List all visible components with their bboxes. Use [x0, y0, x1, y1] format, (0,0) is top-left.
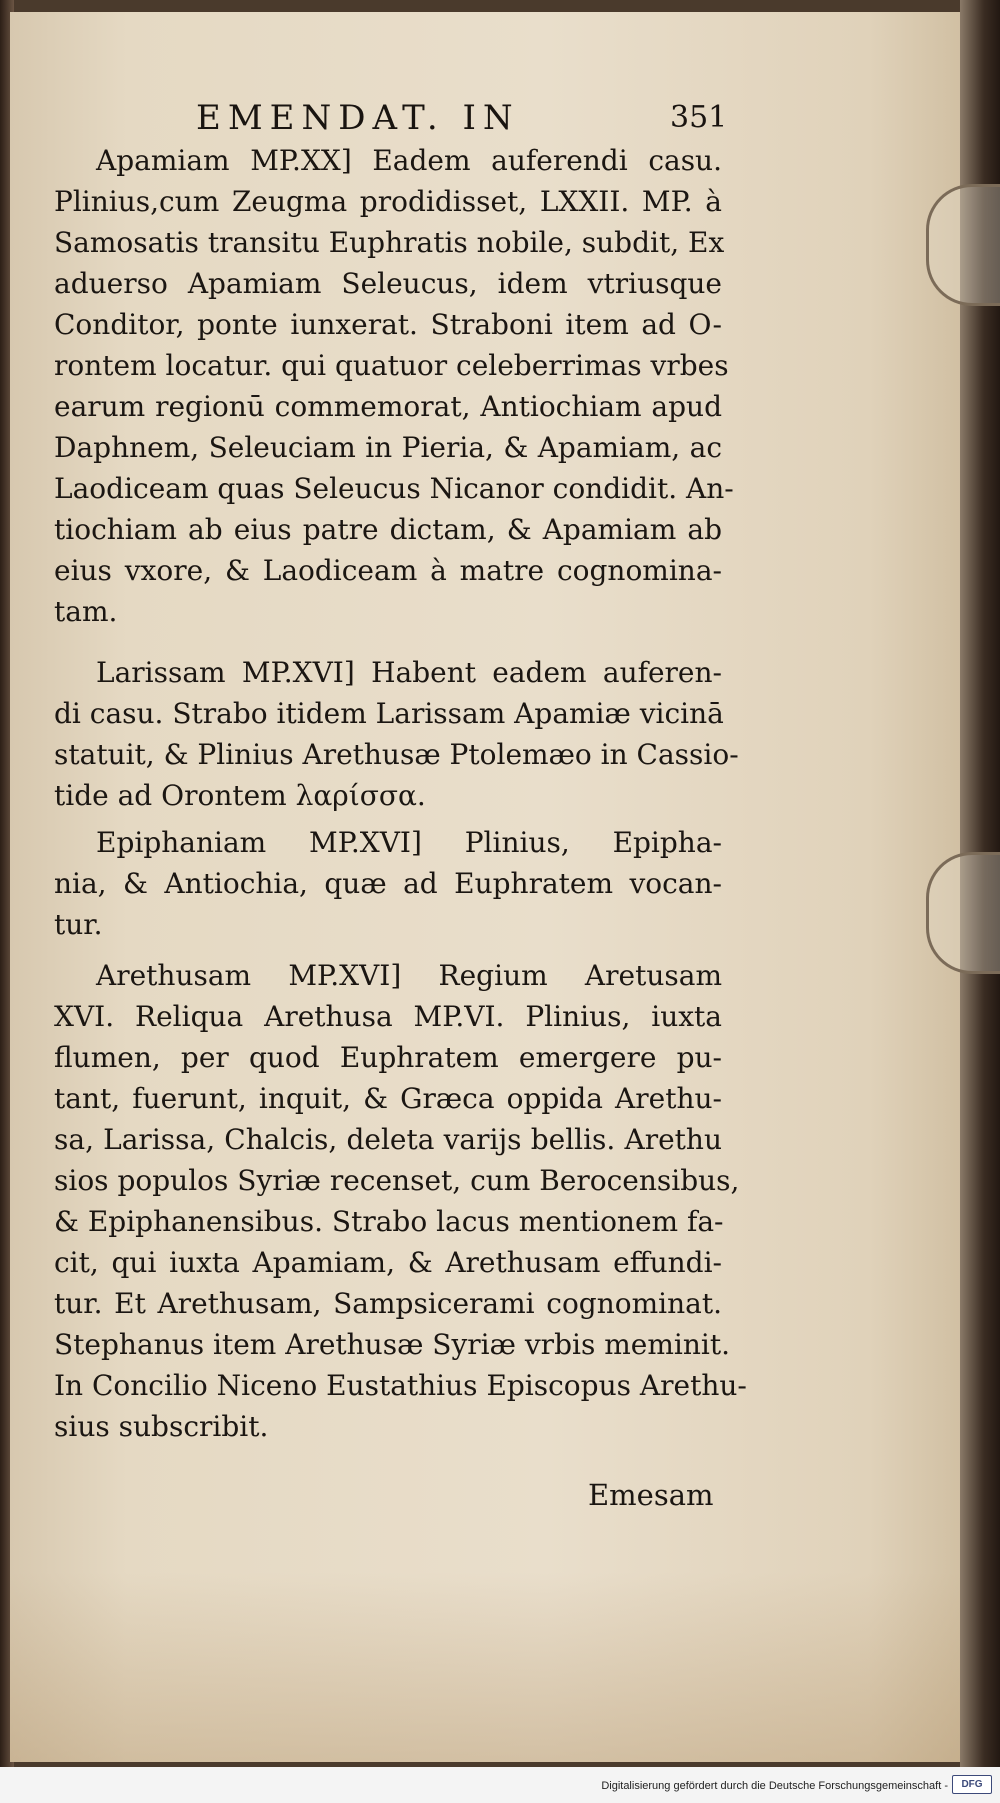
- text-line: & Epiphanensibus. Strabo lacus mentionem fa-: [54, 1205, 724, 1238]
- digitization-credit: Digitalisierung gefördert durch die Deutsche Forschungsgemeinschaft -: [601, 1780, 948, 1792]
- footer-bar: [0, 1767, 1000, 1803]
- text-line: sius subscribit.: [54, 1410, 269, 1443]
- text-line: Larissam MP.XVI] Habent eadem auferen-: [96, 656, 722, 689]
- page-clip-upper: [926, 184, 1000, 306]
- text-line: XVI. Reliqua Arethusa MP.VI. Plinius, iuxta: [54, 1000, 722, 1033]
- text-line: statuit, & Plinius Arethusæ Ptolemæo in Cassio-: [54, 738, 739, 771]
- text-line: tant, fuerunt, inquit, & Græca oppida Arethu-: [54, 1082, 722, 1115]
- text-line: cit, qui iuxta Apamiam, & Arethusam effundi-: [54, 1246, 722, 1279]
- text-line: tur.: [54, 908, 103, 941]
- text-line: Stephanus item Arethusæ Syriæ vrbis meminit.: [54, 1328, 730, 1361]
- text-line: Arethusam MP.XVI] Regium Aretusam: [96, 959, 722, 992]
- text-line: eius vxore, & Laodiceam à matre cognomina-: [54, 554, 722, 587]
- text-line: Conditor, ponte iunxerat. Straboni item ad O-: [54, 308, 722, 341]
- text-line: Plinius,cum Zeugma prodidisset, LXXII. MP. à: [54, 185, 722, 218]
- text-line: Apamiam MP.XX] Eadem auferendi casu.: [96, 144, 722, 177]
- text-line: aduerso Apamiam Seleucus, idem vtriusque: [54, 267, 722, 300]
- text-line: tur. Et Arethusam, Sampsicerami cognominat.: [54, 1287, 722, 1320]
- catchword: Emesam: [588, 1478, 714, 1512]
- text-line: Daphnem, Seleuciam in Pieria, & Apamiam, ac: [54, 431, 722, 464]
- text-line: di casu. Strabo itidem Larissam Apamiæ vicinā: [54, 697, 724, 730]
- text-line: nia, & Antiochia, quæ ad Euphratem vocan-: [54, 867, 722, 900]
- water-stain: [10, 1572, 985, 1762]
- text-line: Laodiceam quas Seleucus Nicanor condidit. An-: [54, 472, 734, 505]
- text-line: tam.: [54, 595, 118, 628]
- text-line: Epiphaniam MP.XVI] Plinius, Epipha-: [96, 826, 722, 859]
- text-line: earum regionū commemorat, Antiochiam apud: [54, 390, 722, 423]
- text-line: tiochiam ab eius patre dictam, & Apamiam ab: [54, 513, 722, 546]
- text-line: rontem locatur. qui quatuor celeberrimas vrbes: [54, 349, 729, 382]
- text-line: sios populos Syriæ recenset, cum Berocensibus,: [54, 1164, 740, 1197]
- dfg-logo: DFG: [952, 1775, 992, 1794]
- text-line: tide ad Orontem λαρίσσα.: [54, 779, 426, 812]
- page-clip-lower: [926, 852, 1000, 974]
- text-line: flumen, per quod Euphratem emergere pu-: [54, 1041, 722, 1074]
- page-number: 351: [670, 100, 728, 135]
- text-line: In Concilio Niceno Eustathius Episcopus Arethu-: [54, 1369, 747, 1402]
- text-line: Samosatis transitu Euphratis nobile, subdit, Ex: [54, 226, 725, 259]
- text-line: sa, Larissa, Chalcis, deleta varijs bellis. Arethu: [54, 1123, 722, 1156]
- running-title: EMENDAT. IN: [196, 98, 520, 138]
